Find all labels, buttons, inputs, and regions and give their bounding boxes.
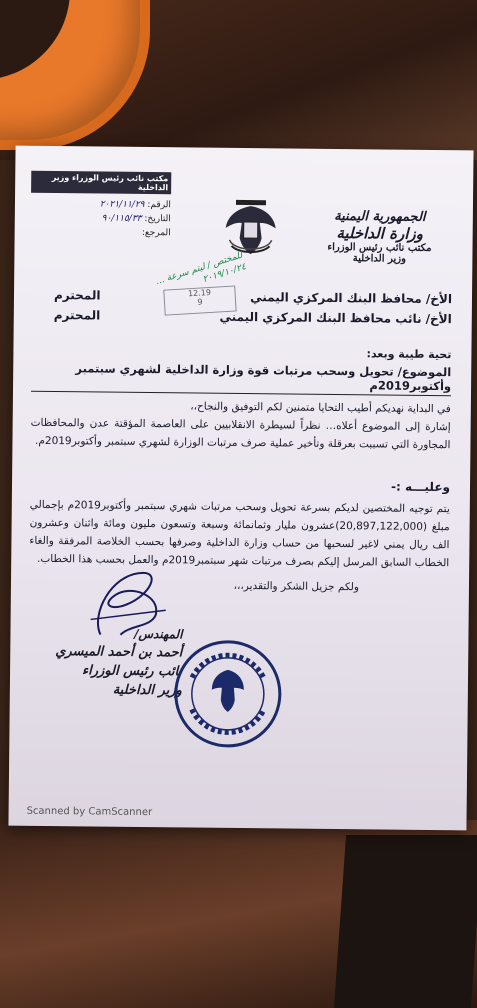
signatory-role-deputy-pm: نائب رئيس الوزراء [82, 663, 183, 680]
reference-box [31, 171, 172, 242]
signatory-role-minister: وزير الداخلية [112, 682, 182, 699]
paragraph-intro: في البداية نهديكم أطيب التحايا متمنين لكم التوفيق والنجاح،، [190, 400, 451, 416]
scanner-watermark: Scanned by CamScanner [26, 805, 153, 819]
letterhead-country: الجمهورية اليمنية [334, 208, 426, 225]
received-stamp-num: 9 [197, 297, 203, 307]
ref-number-label: الرقم [150, 200, 172, 211]
yemen-eagle-emblem-icon [221, 198, 280, 261]
addressee-1-honor: المحترم [53, 288, 101, 303]
attachments-label: المرجع [144, 227, 171, 239]
greeting: تحية طيبة وبعد: [366, 347, 452, 362]
signatory-title: المهندس/ [133, 626, 183, 642]
received-stamp-date: 12.19 [187, 287, 212, 299]
letterhead-minister: وزير الداخلية [352, 253, 407, 265]
received-stamp [163, 285, 236, 315]
ref-date-row: التاريخ: ٩٠/١١٥/٣٣ [101, 213, 171, 225]
addressee-2: الأخ/ نائب محافظ البنك المركزي اليمني [219, 309, 452, 327]
addressee-1: الأخ/ محافظ البنك المركزي اليمني [250, 290, 453, 307]
ref-date-label: التاريخ [147, 214, 171, 225]
ref-number-row: الرقم: ٢٠٢١/١١/٢٩ [99, 199, 172, 211]
dark-object [334, 835, 477, 1008]
letterhead-office: مكتب نائب رئيس الوزراء [327, 241, 432, 254]
conclusion-heading: وعليـــه :- [390, 479, 451, 495]
handwritten-note: للمختص / ليتم سرعة ... ٢٠١٩/١٠/٢٤ [154, 250, 248, 288]
official-seal-icon [171, 637, 284, 750]
office-label: مكتب نائب رئيس الوزراء وزير الداخلية [31, 171, 171, 194]
letterhead-ministry: وزارة الداخلية [336, 223, 424, 243]
paragraph-reference: إشارة إلى الموضوع أعلاه… نظراً لسيطرة الانقلابيين على العاصمة المؤقتة عدن والمحافظات المجاورة التي تسببت بعرقلة وتأخير عملية صرف مرتبات الوزارة لشهري سبتمبر وأكتوبر2019م. [30, 416, 451, 452]
paragraph-directive: يتم توجيه المختصين لديكم بسرعة تحويل وسحب مرتبات شهري سبتمبر وأكتوبر2019م بإجمالي مبلغ (20,897,122,000)عشرون مليار وثمانمائة وسبعة وتسعون مليون ومائة واثنان وعشرون الف ريال يمني لاغير لسحبها من حساب وزارة الداخلية وصرفها بحسب الخلاصة المرفقة والغاء الخطاب السابق المرسل إليكم بصرف مرتبات شهر سبتمبر2019م والعمل بحسب هذا الخطاب. [29, 498, 450, 570]
letter-document [8, 146, 473, 831]
letterhead [304, 209, 455, 266]
signature-block [32, 626, 183, 699]
subject-line: الموضوع/ تحويل وسحب مرتبات قوة وزارة الداخلية لشهري سبتمبر وأكتوبر2019م [31, 361, 451, 396]
signatory-name: أحمد بن أحمد الميسري [55, 644, 183, 661]
ref-date-value: ٩٠/١١٥/٣٣ [101, 213, 142, 224]
ref-number-value: ٢٠٢١/١١/٢٩ [99, 199, 145, 210]
addressee-2-honor: المحترم [53, 308, 101, 323]
closing-thanks: ولكم جزيل الشكر والتقدير،،، [233, 579, 360, 594]
attachments-row: المرجع: [141, 227, 171, 239]
